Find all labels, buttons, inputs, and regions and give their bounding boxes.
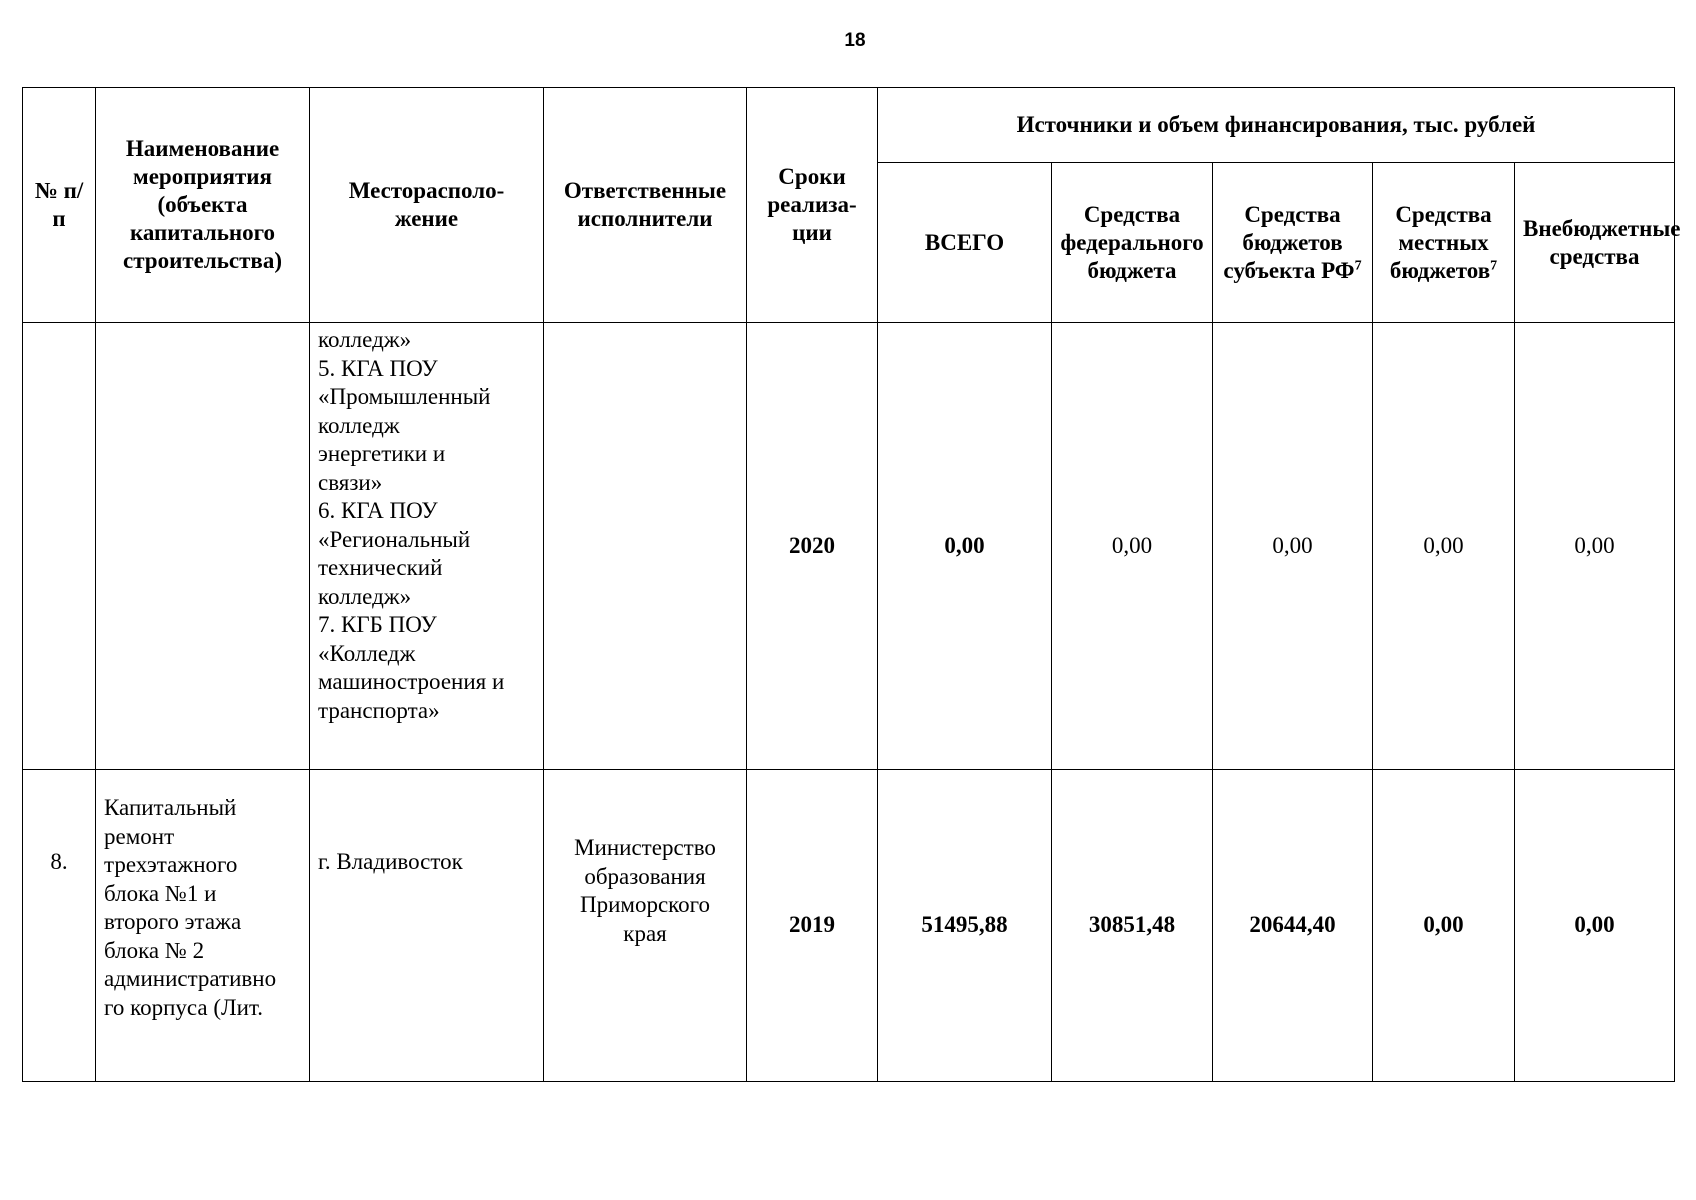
table-row	[23, 323, 1675, 770]
header-federal: Средства федерального бюджета	[1052, 163, 1213, 323]
header-local: Средства местных бюджетов$^7$	[1373, 163, 1515, 323]
table-row	[23, 770, 1675, 1082]
cell-federal: 0,00	[1052, 323, 1213, 770]
financing-table	[22, 87, 1681, 1082]
cell-regional: 20644,40	[1213, 770, 1373, 1082]
cell-location: колледж» 5. КГА ПОУ «Промышленный колледж энергетики и связи» 6. КГА ПОУ «Региональный технический колледж» 7. КГБ ПОУ «Колледж машиностроения и транспорта»	[310, 323, 544, 770]
cell-location: г. Владивосток	[310, 770, 544, 1082]
cell-year: 2020	[747, 323, 878, 770]
header-num: № п/п	[23, 88, 96, 323]
header-responsible: Ответственные исполнители	[544, 88, 747, 323]
header-financing: Источники и объем финансирования, тыс. рублей	[878, 88, 1675, 163]
cell-local: 0,00	[1373, 323, 1515, 770]
cell-num: 8.	[23, 770, 96, 1082]
cell-local: 0,00	[1373, 770, 1515, 1082]
header-name: Наименование мероприятия (объекта капитального строительства)	[96, 88, 310, 323]
header-regional: Средства бюджетов субъекта $РФ^7$	[1213, 163, 1373, 323]
cell-total: 51495,88	[878, 770, 1052, 1082]
cell-responsible	[544, 323, 747, 770]
cell-extra: 0,00	[1515, 323, 1675, 770]
page-number: 18	[844, 30, 866, 51]
header-total: ВСЕГО	[878, 163, 1052, 323]
cell-regional: 0,00	[1213, 323, 1373, 770]
cell-name	[96, 323, 310, 770]
cell-extra: 0,00	[1515, 770, 1675, 1082]
cell-name: Капитальный ремонт трехэтажного блока №1 и второго этажа блока № 2 административно го корпуса (Лит.	[96, 770, 310, 1082]
header-extra: Внебюджетные средства	[1515, 163, 1675, 323]
header-terms: Сроки реализа-ции	[747, 88, 878, 323]
cell-federal: 30851,48	[1052, 770, 1213, 1082]
cell-num	[23, 323, 96, 770]
header-location: Месторасполо-жение	[310, 88, 544, 323]
cell-total: 0,00	[878, 323, 1052, 770]
cell-responsible: Министерство образования Приморского края	[544, 770, 747, 1082]
cell-year: 2019	[747, 770, 878, 1082]
